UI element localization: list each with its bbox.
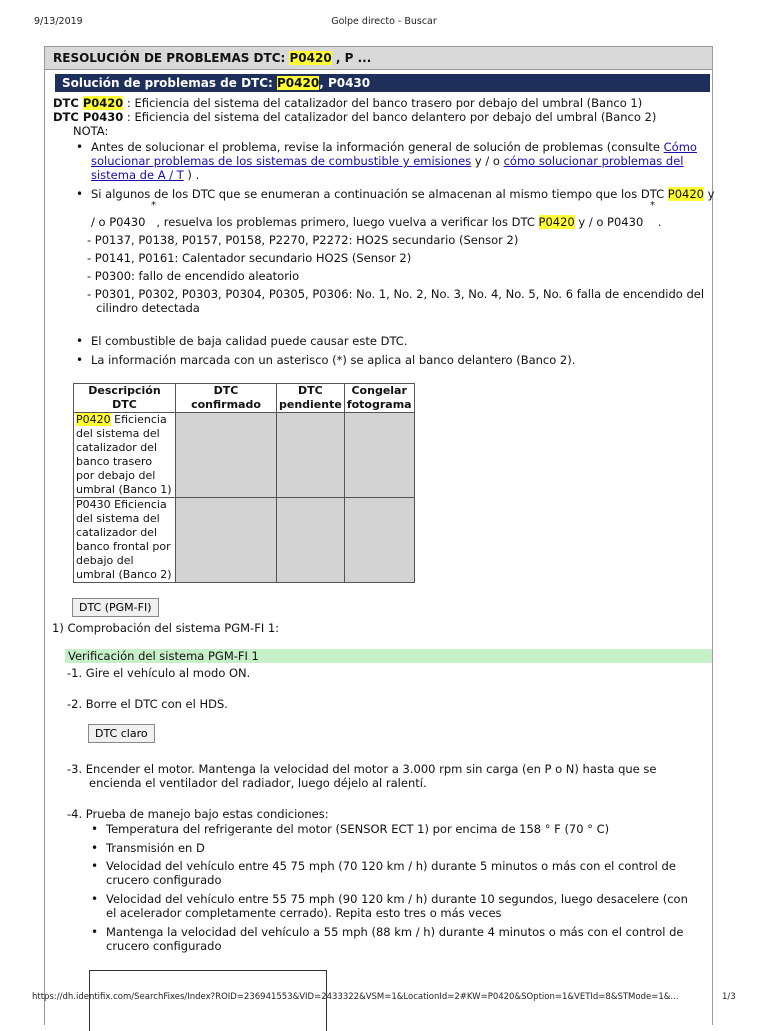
column-header: DTC pendiente — [277, 384, 345, 413]
substep-2: -2. Borre el DTC con el HDS. — [67, 697, 228, 711]
note-2-line-2: / o P0430 , resuelva los problemas primero, luego vuelva a verificar los DTC P0420 y / o P0430 . — [91, 215, 662, 229]
highlighted-code: P0420 — [277, 76, 320, 90]
dtc-line-2: DTC P0430 : Eficiencia del sistema del catalizador del banco delantero por debajo del umbral (Banco 2) — [53, 110, 657, 124]
condition-item: • Mantenga la velocidad del vehículo a 55 mph (88 km / h) durante 4 minutos o más con el control de — [106, 925, 683, 939]
page-number: 1/3 — [722, 992, 736, 1002]
column-header: Congelar fotograma — [344, 384, 414, 413]
column-header: DTC confirmado — [176, 384, 277, 413]
content-frame — [44, 46, 713, 1025]
highlighted-code: P0420 — [289, 51, 332, 65]
link-at-system[interactable]: sistema de A / T — [91, 168, 184, 182]
asterisk-marker: * — [151, 200, 156, 211]
print-title: Golpe directo - Buscar — [331, 16, 437, 27]
verification-header: Verificación del sistema PGM-FI 1 — [65, 649, 712, 663]
table-cell — [277, 498, 345, 583]
link-fuel-emissions[interactable]: solucionar problemas de los sistemas de combustible y emisiones — [91, 154, 472, 168]
table-cell — [176, 413, 277, 498]
note-2-line-1: • Si algunos de los DTC que se enumeran a continuación se almacenan al mismo tiempo que los DTC P0420 y — [91, 187, 714, 201]
table-cell-desc: P0420 Eficiencia del sistema del catalizador del banco trasero por debajo del umbral (Banco 1) — [74, 413, 176, 498]
substep-3: -3. Encender el motor. Mantenga la velocidad del motor a 3.000 rpm sin carga (en P o N) hasta que se — [67, 762, 657, 776]
table-cell — [277, 413, 345, 498]
page-title: RESOLUCIÓN DE PROBLEMAS DTC: P0420 , P ... — [45, 47, 712, 70]
step-1-heading: 1) Comprobación del sistema PGM-FI 1: — [52, 621, 280, 635]
dtc-pgm-fi-button[interactable]: DTC (PGM-FI) — [72, 598, 159, 617]
highlighted-code: P0420 — [82, 96, 124, 110]
section-header: Solución de problemas de DTC: P0420, P0430 — [55, 74, 710, 92]
dtc-status-table — [73, 383, 415, 583]
note-1-line-1: • Antes de solucionar el problema, revise la información general de solución de problemas (consulte Cómo — [91, 140, 697, 154]
table-row — [74, 498, 415, 583]
nota-label: NOTA: — [73, 124, 109, 138]
list-item: - P0300: fallo de encendido aleatorio — [87, 269, 300, 283]
print-header — [0, 16, 768, 30]
condition-item: • Velocidad del vehículo entre 45 75 mph (70 120 km / h) durante 5 minutos o más con el control de — [106, 859, 676, 873]
list-item: - P0301, P0302, P0303, P0304, P0305, P0306: No. 1, No. 2, No. 3, No. 4, No. 5, No. 6 falla de encendido del — [87, 287, 705, 301]
list-item: cilindro detectada — [96, 301, 200, 315]
footer-url: https://dh.identifix.com/SearchFixes/Index?ROID=236941553&VID=2433322&VSM=1&LocationId=2#KW=P0420&SOption=1&VETId=8&STMode=1&... — [32, 992, 679, 1002]
highlighted-code: P0420 — [667, 187, 704, 201]
condition-item: • Transmisión en D — [106, 841, 205, 855]
highlighted-code: P0420 — [538, 215, 575, 229]
table-cell — [344, 413, 414, 498]
list-item: - P0137, P0138, P0157, P0158, P2270, P2272: HO2S secundario (Sensor 2) — [87, 233, 519, 247]
clear-dtc-button[interactable]: DTC claro — [88, 724, 155, 743]
note-1-line-3: sistema de A / T ) . — [91, 168, 200, 182]
note-3: • El combustible de baja calidad puede causar este DTC. — [91, 334, 408, 348]
substep-3-cont: encienda el ventilador del radiador, luego déjelo al ralentí. — [89, 776, 427, 790]
table-row — [74, 413, 415, 498]
print-date: 9/13/2019 — [34, 16, 83, 27]
table-cell — [344, 498, 414, 583]
link-at-system[interactable]: cómo solucionar problemas del — [503, 154, 684, 168]
condition-item: • Temperatura del refrigerante del motor (SENSOR ECT 1) por encima de 158 ° F (70 ° C) — [106, 822, 609, 836]
table-cell — [176, 498, 277, 583]
dtc-line-1: DTC P0420 : Eficiencia del sistema del catalizador del banco trasero por debajo del umbral (Banco 1) — [53, 96, 643, 110]
table-cell-desc: P0430 Eficiencia del sistema del catalizador del banco frontal por debajo del umbral (Banco 2) — [74, 498, 176, 583]
condition-item-cont: crucero configurado — [106, 873, 222, 887]
substep-1: -1. Gire el vehículo al modo ON. — [67, 666, 251, 680]
condition-item-cont: el acelerador completamente cerrado). Repita esto tres o más veces — [106, 906, 502, 920]
link-fuel-emissions[interactable]: Cómo — [663, 140, 697, 154]
highlighted-code: P0420 — [76, 413, 111, 426]
asterisk-marker: * — [650, 200, 655, 211]
table-header-row — [74, 384, 415, 413]
column-header: Descripción DTC — [74, 384, 176, 413]
note-4: • La información marcada con un asterisco (*) se aplica al banco delantero (Banco 2). — [91, 353, 575, 367]
condition-item-cont: crucero configurado — [106, 939, 222, 953]
condition-item: • Velocidad del vehículo entre 55 75 mph (90 120 km / h) durante 10 segundos, luego desacelere (con — [106, 892, 688, 906]
substep-4: -4. Prueba de manejo bajo estas condiciones: — [67, 807, 329, 821]
note-1-line-2: solucionar problemas de los sistemas de combustible y emisiones y / o cómo solucionar problemas del — [91, 154, 684, 168]
list-item: - P0141, P0161: Calentador secundario HO2S (Sensor 2) — [87, 251, 412, 265]
